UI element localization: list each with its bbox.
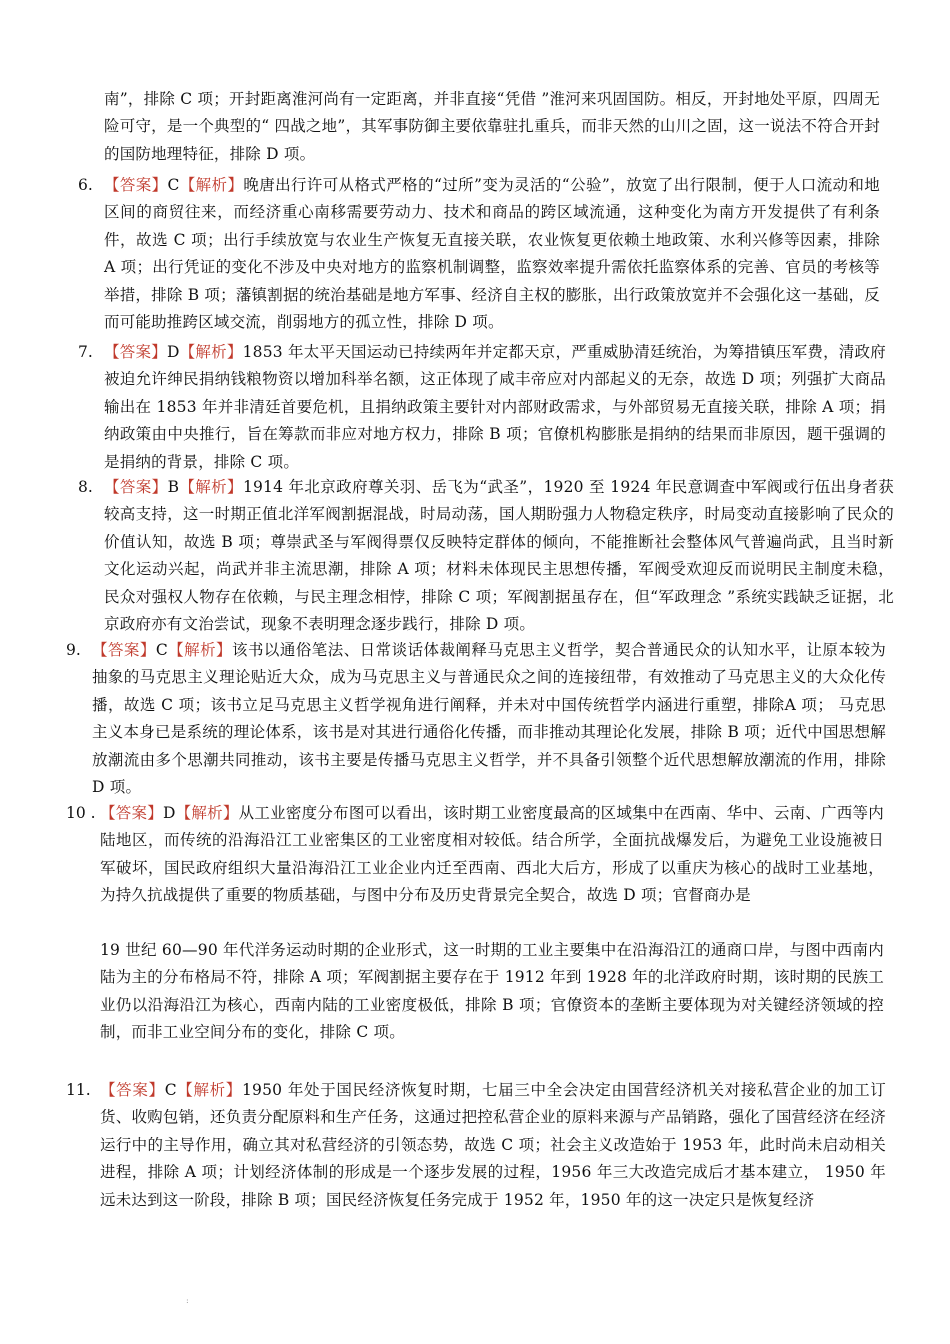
- answer-label: 【答案】: [104, 176, 168, 194]
- analysis-label: 【解析】: [175, 804, 239, 822]
- item-10-continuation: 19 世纪 60—90 年代洋务运动时期的企业形式，这一时期的工业主要集中在沿海沿江的通商口岸，与图中西南内陆为主的分布格局不符，排除 A 项；军阀割据主要存在于 1912 年到 1928 年的北洋政府时期，该时期的民族工业仍以沿海沿江为核心，西南内陆的工业密度极低，排除 B 项；官僚资本的垄断主要体现为对关键经济领域的控制，而非工业空间分布的变化，排除 C 项。: [100, 941, 884, 1042]
- answer-label: 【答案】: [104, 343, 167, 361]
- item-number: 6.: [78, 176, 93, 194]
- analysis-text: 该书以通俗笔法、日常谈话体裁阐释马克思主义哲学，契合普通民众的认知水平，让原本较为抽象的马克思主义理论贴近大众，成为马克思主义与普通民众之间的连接纽带，有效推动了马克思主义的大众化传播，故选 C 项；该书立足马克思主义哲学视角进行阐释，并未对中国传统哲学内涵进行重塑，排除A 项； 马克思主义本身已是系统的理论体系，该书是对其进行通俗化传播，而非推动其理论化发展，排除 B 项；近代中国思想解放潮流由多个思潮共同推动，该书主要是传播马克思主义哲学，并不具备引领整个近代思想解放潮流的作用，排除 D 项。: [92, 641, 886, 797]
- item-11: [100, 1077, 886, 1214]
- analysis-label: 【解析】: [179, 478, 243, 496]
- item-number: 8.: [78, 478, 93, 496]
- item-9: [92, 637, 886, 801]
- analysis-label: 【解析】: [179, 343, 243, 361]
- answer-value: D: [166, 343, 180, 361]
- answer-label: 【答案】: [92, 641, 156, 659]
- answer-value: D: [162, 804, 176, 822]
- analysis-text: 从工业密度分布图可以看出，该时期工业密度最高的区域集中在西南、华中、云南、广西等内陆地区，而传统的沿海沿江工业密集区的工业密度相对较低。结合所学，全面抗战爆发后，为避免工业设施被日军破坏，国民政府组织大量沿海沿江工业企业内迁至西南、西北大后方，形成了以重庆为核心的战时工业基地，为持久抗战提供了重要的物质基础，与图中分布及历史背景完全契合，故选 D 项；官督商办是: [100, 804, 884, 905]
- analysis-text: 1853 年太平天国运动已持续两年并定都天京，严重威胁清廷统治，为筹措镇压军费，清政府被迫允许绅民捐纳钱粮物资以增加科举名额，这正体现了咸丰帝应对内部起义的无奈，故选 D 项；列强扩大商品输出在 1853 年并非清廷首要危机，且捐纳政策主要针对内部财政需求，与外部贸易无直接关联，排除 A 项；捐纳政策由中央推行，旨在筹款而非应对地方权力，排除 B 项；官僚机构膨胀是捐纳的结果而非原因，题干强调的是捐纳的背景，排除 C 项。: [104, 343, 886, 471]
- analysis-label: 【解析】: [176, 1081, 242, 1099]
- analysis-text: 1950 年处于国民经济恢复时期，七届三中全会决定由国营经济机关对接私营企业的加工订货、收购包销，还负责分配原料和生产任务，这通过把控私营企业的原料来源与产品销路，强化了国营经济在经济运行中的主导作用，确立其对私营经济的引领态势，故选 C 项；社会主义改造始于 1953 年，此时尚未启动相关进程，排除 A 项；计划经济体制的形成是一个逐步发展的过程，1956 年三大改造完成后才基本建立， 1950 年远未达到这一阶段，排除 B 项；国民经济恢复任务完成于 1952 年，1950 年的这一决定只是恢复经济: [100, 1081, 886, 1209]
- footer-mark: :: [186, 1296, 189, 1305]
- answer-value: C: [167, 176, 180, 194]
- answer-label: 【答案】: [104, 478, 168, 496]
- item-5-continuation: 南”，排除 C 项；开封距离淮河尚有一定距离，并非直接“凭借 ”淮河来巩固国防。相反，开封地处平原，四周无险可守，是一个典型的“ 四战之地”，其军事防御主要依靠驻扎重兵，而非天然的山川之固，这一说法不符合开封的国防地理特征，排除 D 项。: [104, 90, 880, 163]
- item-6: [104, 172, 880, 336]
- answer-label: 【答案】: [100, 804, 163, 822]
- answer-value: C: [164, 1081, 177, 1099]
- analysis-text: 晚唐出行许可从格式严格的“过所”变为灵活的“公验”，放宽了出行限制，便于人口流动和地区间的商贸往来，而经济重心南移需要劳动力、技术和商品的跨区域流通，这种变化为南方开发提供了有利条件，故选 C 项；出行手续放宽与农业生产恢复无直接关联，农业恢复更依赖土地政策、水利兴修等因素，排除 A 项；出行凭证的变化不涉及中央对地方的监察机制调整，监察效率提升需依托监察体系的完善、官员的考核等举措，排除 B 项；藩镇割据的统治基础是地方军事、经济自主权的膨胀，出行政策放宽并不会强化这一基础，反而可能助推跨区域交流，削弱地方的孤立性，排除 D 项。: [104, 176, 880, 332]
- answer-value: B: [167, 478, 180, 496]
- item-number: 9.: [66, 641, 81, 659]
- item-number: 10 .: [66, 804, 96, 822]
- item-8: [104, 474, 894, 638]
- analysis-text: 1914 年北京政府尊关羽、岳飞为“武圣”，1920 至 1924 年民意调查中军阀或行伍出身者获较高支持，这一时期正值北洋军阀割据混战，时局动荡，国人期盼强力人物稳定秩序，时局变动直接影响了民众的价值认知，故选 B 项；尊崇武圣与军阀得票仅反映特定群体的倾向，不能推断社会整体风气普遍尚武，且当时新文化运动兴起，尚武并非主流思潮，排除 A 项；材料未体现民主思想传播，军阀受欢迎反而说明民主制度未稳，民众对强权人物存在依赖，与民主理念相悖，排除 C 项；军阀割据虽存在，但“军政理念 ”系统实践缺乏证据，北京政府亦有文治尝试，现象不表明理念逐步践行，排除 D 项。: [104, 478, 894, 634]
- analysis-label: 【解析】: [167, 641, 232, 659]
- answer-label: 【答案】: [100, 1081, 165, 1099]
- item-10: [100, 800, 884, 910]
- analysis-label: 【解析】: [179, 176, 244, 194]
- item-number: 7.: [78, 343, 93, 361]
- item-number: 11.: [66, 1081, 91, 1099]
- item-7: [104, 339, 886, 476]
- answer-value: C: [155, 641, 168, 659]
